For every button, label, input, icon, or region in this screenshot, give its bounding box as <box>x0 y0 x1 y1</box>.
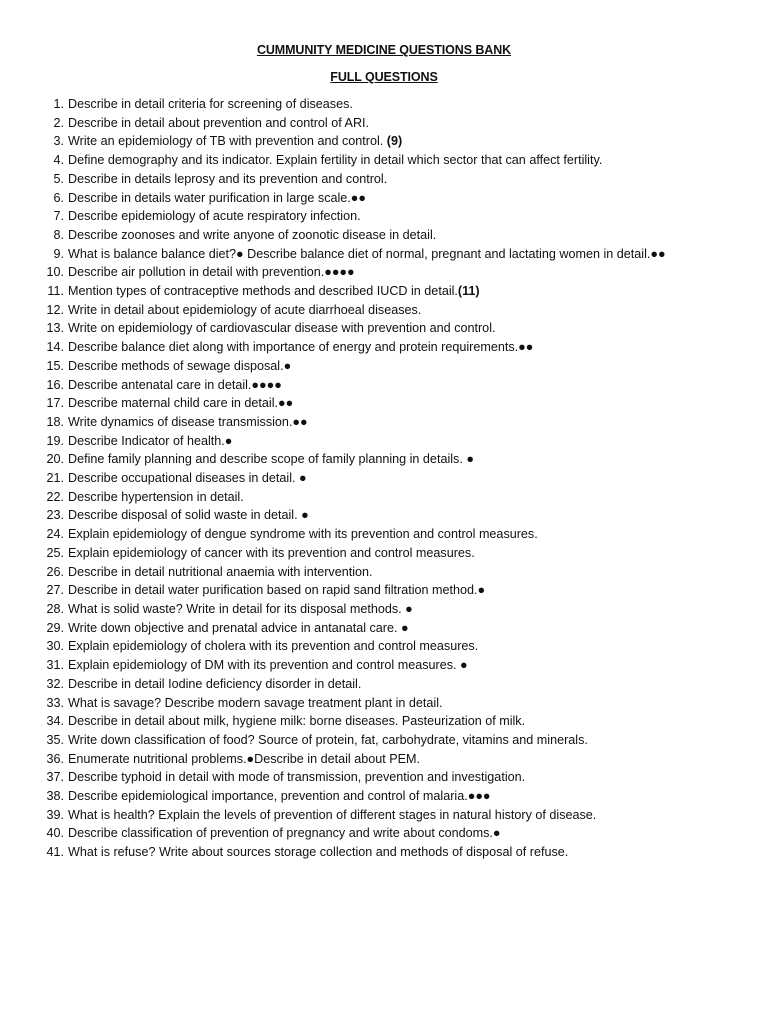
question-text-wrap <box>68 151 740 170</box>
question-text: Explain epidemiology of DM with its prevention and control measures. ● <box>68 658 468 673</box>
question-text-wrap <box>68 282 740 301</box>
question-number: 9. <box>53 246 64 261</box>
question-text-wrap <box>68 394 740 413</box>
question-item <box>40 637 740 656</box>
question-item <box>40 694 740 713</box>
question-text: Describe in detail about prevention and control of ARI. <box>68 115 370 130</box>
question-item <box>40 581 740 600</box>
question-text-wrap <box>68 95 740 114</box>
question-number: 6. <box>53 190 64 205</box>
question-number: 17. <box>46 396 64 411</box>
document-subtitle: FULL QUESTIONS <box>330 70 438 84</box>
question-text: Write down objective and prenatal advice in antanatal care. ● <box>68 620 409 635</box>
question-item <box>40 619 740 638</box>
question-text: Describe classification of prevention of pregnancy and write about condoms.● <box>68 826 501 841</box>
question-item <box>40 450 740 469</box>
question-number: 14. <box>46 340 64 355</box>
question-text: Describe balance diet along with importance of energy and protein requirements.●● <box>68 340 534 355</box>
question-text-wrap <box>68 226 740 245</box>
question-text-wrap <box>68 656 740 675</box>
question-text-wrap <box>68 450 740 469</box>
question-number: 38. <box>46 789 64 804</box>
question-text-wrap <box>68 132 740 151</box>
question-text-wrap <box>68 619 740 638</box>
question-number: 27. <box>46 583 64 598</box>
question-item <box>40 843 740 862</box>
question-text: Describe in detail water purification based on rapid sand filtration method.● <box>68 583 486 598</box>
question-number: 24. <box>46 527 64 542</box>
question-mark-count: (11) <box>457 284 480 299</box>
question-item <box>40 656 740 675</box>
question-text: Describe in details water purification in large scale.●● <box>68 190 367 205</box>
question-text: Describe in detail about milk, hygiene milk: borne diseases. Pasteurization of milk. <box>68 714 526 729</box>
question-item <box>40 750 740 769</box>
question-mark-count: (9) <box>386 134 403 149</box>
question-list <box>40 95 740 862</box>
question-text: Write in detail about epidemiology of acute diarrhoeal diseases. <box>68 302 422 317</box>
question-text: Describe disposal of solid waste in detail. ● <box>68 508 309 523</box>
question-text-wrap <box>68 207 740 226</box>
question-text-wrap <box>68 824 740 843</box>
question-text-wrap <box>68 843 740 862</box>
question-text: Describe typhoid in detail with mode of transmission, prevention and investigation. <box>68 770 526 785</box>
question-text-wrap <box>68 319 740 338</box>
question-text-wrap <box>68 376 740 395</box>
question-text-wrap <box>68 189 740 208</box>
question-number: 31. <box>46 658 64 673</box>
question-item <box>40 376 740 395</box>
question-number: 25. <box>46 545 64 560</box>
question-item <box>40 207 740 226</box>
question-item <box>40 731 740 750</box>
question-text-wrap <box>68 301 740 320</box>
question-text: Explain epidemiology of dengue syndrome with its prevention and control measures. <box>68 527 538 542</box>
question-number: 26. <box>46 564 64 579</box>
question-text-wrap <box>68 338 740 357</box>
question-text-wrap <box>68 563 740 582</box>
question-text: Describe in detail criteria for screening of diseases. <box>68 97 353 111</box>
question-text: Describe epidemiology of acute respiratory infection. <box>68 209 361 224</box>
question-number: 18. <box>46 414 64 429</box>
question-text-wrap <box>68 170 740 189</box>
question-text: Describe in details leprosy and its prevention and control. <box>68 171 388 186</box>
question-text: Mention types of contraceptive methods and described IUCD in detail. <box>68 284 458 299</box>
question-text-wrap <box>68 357 740 376</box>
question-text-wrap <box>68 469 740 488</box>
question-text-wrap <box>68 488 740 507</box>
question-text-wrap <box>68 712 740 731</box>
question-number: 13. <box>46 321 64 336</box>
question-text-wrap <box>68 637 740 656</box>
question-text-wrap <box>68 413 740 432</box>
question-item <box>40 600 740 619</box>
question-text: What is solid waste? Write in detail for its disposal methods. ● <box>68 601 413 616</box>
question-number: 29. <box>46 620 64 635</box>
question-text-wrap <box>68 675 740 694</box>
question-number: 39. <box>46 807 64 822</box>
question-number: 35. <box>46 732 64 747</box>
question-text-wrap <box>68 544 740 563</box>
question-number: 7. <box>53 209 64 224</box>
question-item <box>40 301 740 320</box>
question-text: Describe Indicator of health.● <box>68 433 233 448</box>
question-text: Define family planning and describe scope of family planning in details. ● <box>68 452 474 467</box>
question-item <box>40 488 740 507</box>
question-item <box>40 114 740 133</box>
question-item <box>40 675 740 694</box>
question-item <box>40 824 740 843</box>
question-item <box>40 469 740 488</box>
question-number: 1. <box>53 97 64 111</box>
question-number: 10. <box>46 265 64 280</box>
question-text: Write on epidemiology of cardiovascular disease with prevention and control. <box>68 321 496 336</box>
question-text-wrap <box>68 731 740 750</box>
document-title: CUMMUNITY MEDICINE QUESTIONS BANK <box>256 43 512 57</box>
question-item <box>40 394 740 413</box>
question-text-wrap <box>68 581 740 600</box>
question-number: 30. <box>46 639 64 654</box>
question-number: 3. <box>53 134 64 149</box>
question-number: 41. <box>46 845 64 860</box>
question-text: Describe epidemiological importance, prevention and control of malaria.●●● <box>68 789 491 804</box>
question-item <box>40 263 740 282</box>
question-text-wrap <box>68 768 740 787</box>
question-text-wrap <box>68 245 740 264</box>
question-text-wrap <box>68 263 740 282</box>
question-text: Define demography and its indicator. Explain fertility in detail which sector that can affect fertility. <box>68 153 603 168</box>
question-item <box>40 282 740 301</box>
question-text: What is health? Explain the levels of prevention of different stages in natural history of disease. <box>68 807 597 822</box>
question-number: 15. <box>46 358 64 373</box>
question-number: 32. <box>46 676 64 691</box>
question-item <box>40 170 740 189</box>
question-number: 40. <box>46 826 64 841</box>
question-number: 20. <box>46 452 64 467</box>
question-text: Describe methods of sewage disposal.● <box>68 358 292 373</box>
question-number: 16. <box>46 377 64 392</box>
question-item <box>40 413 740 432</box>
question-text: What is balance balance diet?● Describe balance diet of normal, pregnant and lactating women in detail.●● <box>68 246 666 261</box>
question-text: Write down classification of food? Source of protein, fat, carbohydrate, vitamins and minerals. <box>68 732 588 747</box>
question-text: Describe hypertension in detail. <box>68 489 244 504</box>
question-number: 19. <box>46 433 64 448</box>
question-item <box>40 245 740 264</box>
question-text-wrap <box>68 694 740 713</box>
question-text-wrap <box>68 506 740 525</box>
question-text: What is refuse? Write about sources storage collection and methods of disposal of refuse. <box>68 845 569 860</box>
question-number: 23. <box>46 508 64 523</box>
question-number: 36. <box>46 751 64 766</box>
question-text: Write an epidemiology of TB with prevention and control. <box>68 134 387 149</box>
question-item <box>40 806 740 825</box>
question-text: Write dynamics of disease transmission.●● <box>68 414 308 429</box>
question-item <box>40 563 740 582</box>
question-number: 21. <box>46 471 64 486</box>
question-item <box>40 95 740 114</box>
question-number: 37. <box>46 770 64 785</box>
question-number: 5. <box>53 171 64 186</box>
question-text-wrap <box>68 750 740 769</box>
question-text: Describe in detail Iodine deficiency disorder in detail. <box>68 676 362 691</box>
question-text: Describe antenatal care in detail.●●●● <box>68 377 282 392</box>
question-item <box>40 768 740 787</box>
question-item <box>40 357 740 376</box>
question-number: 12. <box>46 302 64 317</box>
question-item <box>40 506 740 525</box>
question-item <box>40 226 740 245</box>
question-text: Describe zoonoses and write anyone of zoonotic disease in detail. <box>68 227 437 242</box>
question-text-wrap <box>68 600 740 619</box>
question-number: 2. <box>53 115 64 130</box>
question-number: 28. <box>46 601 64 616</box>
question-text: Describe maternal child care in detail.●● <box>68 396 294 411</box>
question-item <box>40 525 740 544</box>
question-item <box>40 338 740 357</box>
question-text: Explain epidemiology of cancer with its prevention and control measures. <box>68 545 475 560</box>
question-text: Enumerate nutritional problems.●Describe in detail about PEM. <box>68 751 421 766</box>
question-item <box>40 544 740 563</box>
question-item <box>40 319 740 338</box>
question-number: 22. <box>46 489 64 504</box>
question-number: 11. <box>47 284 64 299</box>
question-text-wrap <box>68 787 740 806</box>
question-item <box>40 151 740 170</box>
question-text: Describe in detail nutritional anaemia with intervention. <box>68 564 373 579</box>
question-text: What is savage? Describe modern savage treatment plant in detail. <box>68 695 443 710</box>
question-item <box>40 189 740 208</box>
question-text: Describe air pollution in detail with prevention.●●●● <box>68 265 355 280</box>
question-number: 34. <box>46 714 64 729</box>
question-text-wrap <box>68 114 740 133</box>
question-item <box>40 712 740 731</box>
question-text-wrap <box>68 525 740 544</box>
question-text: Explain epidemiology of cholera with its prevention and control measures. <box>68 639 479 654</box>
question-number: 4. <box>53 153 64 168</box>
question-text-wrap <box>68 806 740 825</box>
question-item <box>40 132 740 151</box>
question-text-wrap <box>68 432 740 451</box>
question-number: 8. <box>53 227 64 242</box>
question-text: Describe occupational diseases in detail. ● <box>68 471 307 486</box>
question-number: 33. <box>46 695 64 710</box>
question-item <box>40 432 740 451</box>
question-item <box>40 787 740 806</box>
